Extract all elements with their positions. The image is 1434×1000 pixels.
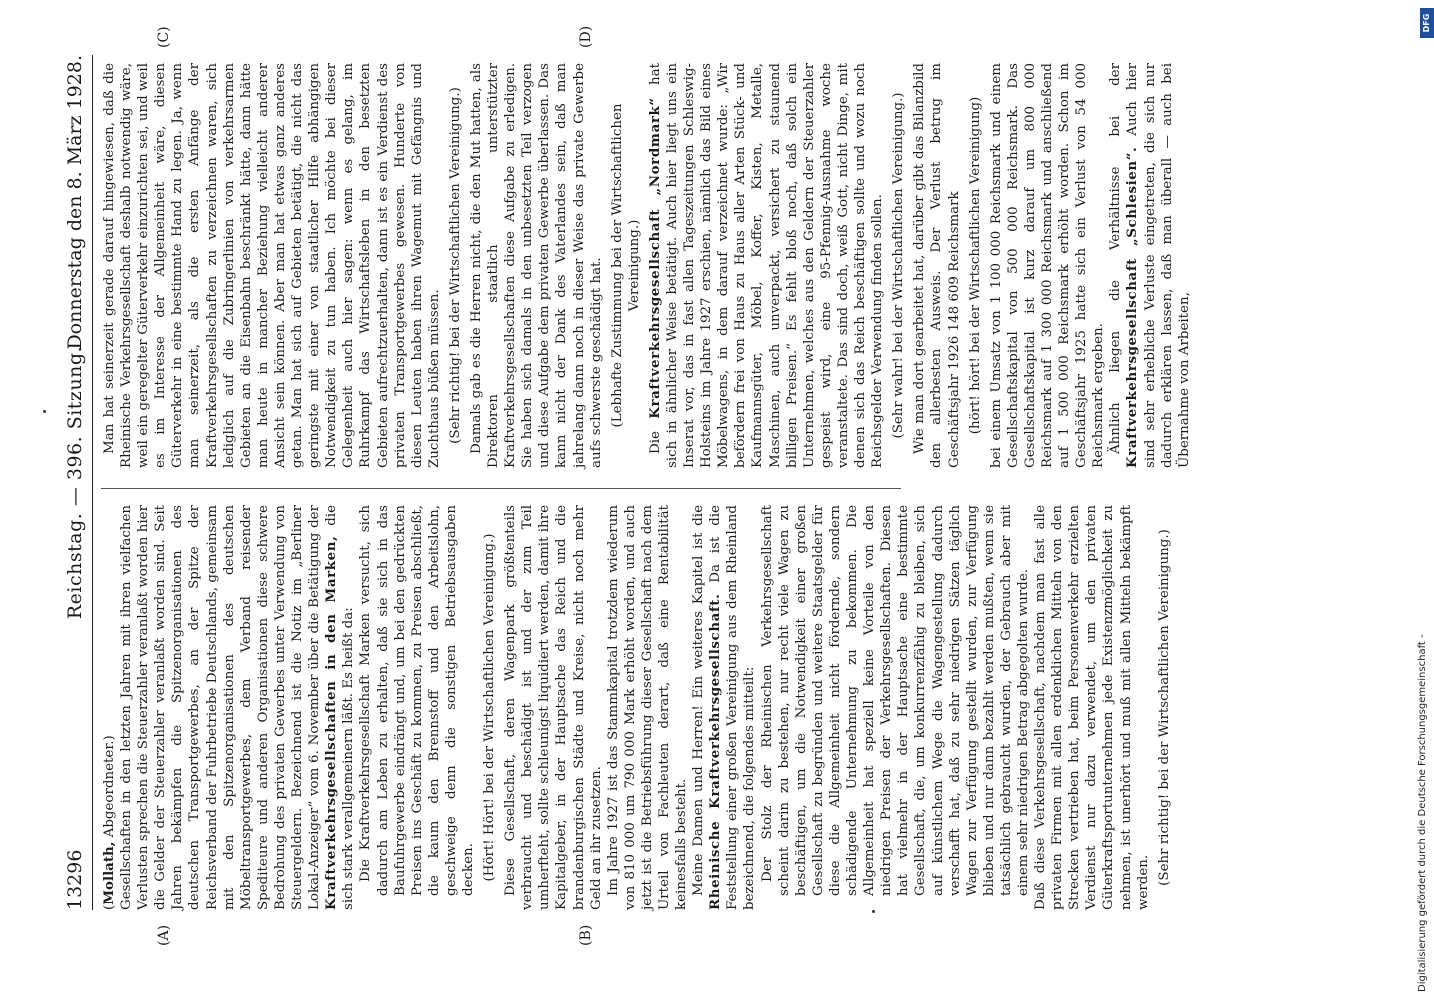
right-paragraph-3 bbox=[647, 63, 886, 468]
right-paragraph-1: Man hat seinerzeit gerade darauf hingewiesen, daß die Rheinische Verkehrsgesellschaft deshalb notwendig wäre, weil ein geregelter Güterverkehr einzurichten sei, und weil es im Interesse der Allgemeinheit wäre, diesen Güterverkehr in eine bestimmte Hand zu legen. Ja, wenn man seinerzeit, als die ersten Anfänge der Kraftverkehrsgesellschaften zu verzeichnen waren, sich lediglich auf die Zubringerlinien von verkehrsarmen Gebieten an die Eisenbahn beschränkt hätte, dann hätte man heute in mancher Beziehung vielleicht anderer Ansicht sein können. Aber man hat etwas ganz anderes getan. Man hat sich auf Gebieten betätigt, die nicht das geringste mit einer von staatlicher Hilfe abhängigen Notwendigkeit zu tun haben. Ich möchte bei dieser Gelegenheit auch hier sagen: wenn es gelang, im Ruhrkampf das Wirtschaftsleben in den besetzten Gebieten aufrechtzuerhalten, dann ist es ein Verdienst des privaten Transportgewerbes gewesen. Hunderte von diesen Leuten haben ihren Wagemut mit Gefängnis und Zuchthaus büßen müssen. bbox=[102, 63, 442, 468]
left-paragraph-1 bbox=[118, 505, 357, 910]
scan-speck bbox=[43, 410, 46, 413]
speaker-name: Mollath, bbox=[101, 841, 117, 905]
left-interjection-1: (Hört! Hört! bei der Wirtschaftlichen Vereinigung.) bbox=[482, 533, 498, 882]
column-divider bbox=[101, 488, 901, 489]
right-p3-end: hat sich in ähnlicher Weise betätigt. Auch hier liegt uns ein Inserat vor, das in fast allen Tageszeitungen Schleswig-Holsteins im Jahre 1927 erschien, nämlich das Bild eines Möbelwagens, in dem darauf verzeichnet wurde: „Wir befördern frei von Haus zu Haus aller Arten Stück- und Kaufmannsgüter, Möbel, Koffer, Kisten, Metalle, Maschinen, auch unverpackt, versichert zu staunend billigen Preisen.“ Es fehlt bloß noch, daß solch ein Unternehmen, welches aus den Geldern der Steuerzahler gespeist wird, eine 95-Pfennig-Ausnahme woche veranstaltete. Das sind doch, weiß Gott, nicht Dinge, mit denen sich das Reich beschäftigen sollte und wozu noch Reichsgelder Verwendung finden sollen. bbox=[647, 63, 886, 468]
right-column bbox=[101, 63, 1193, 468]
digitization-credit bbox=[1414, 6, 1432, 994]
right-paragraph-5: bei einem Umsatz von 1 100 000 Reichsmark und einem Gesellschaftskapital von 500 000 Reichsmark. Das Gesellschaftskapital ist kurz darauf um 800 000 Reichsmark auf 1 300 000 Reichsmark und anschließend auf 1 500 000 Reichsmark erhöht worden. Schon im Geschäftsjahr 1925 hatte sich ein Verlust von 54 000 Reichsmark ergeben. bbox=[988, 63, 1107, 468]
session-date: Donnerstag den 8. März 1928. bbox=[64, 55, 86, 350]
dfg-logo-text: DFG bbox=[1422, 13, 1431, 33]
left-quote-1: Die Kraftverkehrsgesellschaft Marken versucht, sich dadurch am Leben zu erhalten, daß sie sich in das Baufuhrgewerbe eindrängt und, um bei den gedrückten Preisen ins Geschäft zu kommen, zu Preisen abschließt, die kaum den Brennstoff und den Arbeitslohn, geschweige denn die sonstigen Betriebsausgaben decken. bbox=[358, 505, 476, 896]
right-p6-bold: Kraftverkehrsgesellschaft „Schlesien“. bbox=[1124, 146, 1141, 468]
right-p6-end: Auch hier sind sehr erhebliche Verluste eingetreten, die sich nur dadurch erklären lassen, daß man überall — auch bei Übernahme von Arbeiten, bbox=[1125, 63, 1192, 468]
speaker-role: Abgeordneter.) bbox=[102, 735, 117, 838]
session-title: Reichstag. — 396. Sitzung. bbox=[64, 345, 86, 620]
margin-letter-a: (A) bbox=[156, 924, 172, 946]
left-paragraph-2: Diese Gesellschaft, deren Wagenpark größtenteils verbraucht und beschädigt ist und der zum Teil umherfteht, sollte schleunigst liquidiert werden, damit ihre Kapitalgeber, in der Hauptsache das Reich und die brandenburgischen Städte und Kreise, nicht noch mehr Geld an ihr zusetzen. bbox=[503, 505, 604, 910]
speaker-line: (Mollath, Abgeordneter.) bbox=[101, 735, 117, 910]
left-p4-end: Da ist die Feststellung einer großen Vereinigung aus dem Rheinland bezeichnend, die folgendes mitteilt: bbox=[708, 505, 758, 910]
left-p1-end: die sich stark verallgemeinern läßt. Es heißt da: bbox=[324, 504, 357, 910]
right-interjection-4: (hört! hört! bei der Wirtschaftlichen Vereinigung) bbox=[967, 96, 983, 435]
right-interjection-2: (Lebhafte Zustimmung bei der Wirtschaftlichen Vereinigung.) bbox=[609, 103, 642, 428]
left-paragraph-5: Daß diese Verkehrsgesellschaft, nachdem man fast alle privaten Firmen mit allen erdenklichen Mitteln von den Strecken vertrieben hat, beim Personenverkehr erzielten Verdienst nur dazu verwendet, um den privaten Güterkraftsportunternehmen jede Existenzmöglichkeit zu nehmen, ist unerhört und muß mit allen Mitteln bekämpft werden. bbox=[1033, 505, 1151, 910]
running-header bbox=[58, 55, 93, 910]
right-p6-start: Ähnlich liegen die Verhältnisse bei der bbox=[1108, 63, 1124, 454]
page-number: 13296 bbox=[64, 849, 86, 910]
digitization-credit-text: Digitalisierung gefördert durch die Deutsche Forschungsgemeinschaft - bbox=[1417, 634, 1428, 992]
left-quote-2: Der Stolz der Rheinischen Verkehrsgesellschaft scheint darin zu bestehen, nur recht viele Wagen zu beschäftigen, um die Notwendigkeit einer großen Gesellschaft zu begründen und weitere Staatsgelder für diese die Allgemeinheit nicht fördernde, sondern schädigende Unternehmung zu bekommen. Die Allgemeinheit hat speziell keine Vorteile von den niedrigen Preisen der Verkehrsgesellschaften. Diesen hat vielmehr in der Hauptsache eine bestimmte Gesellschaft, die, um konkurrenzfähig zu bleiben, sich auf künstlichem Wege die Wagengestellung dadurch verschafft hat, daß zu sehr niedrigen Sätzen täglich Wagen zur Verfügung gestellt wurden, zur Verfügung blieben und nur dann bezahlt werden mußten, wenn sie tatsächlich gebraucht wurden, der Gebrauch aber mit einem sehr niedrigen Betrag abgegolten wurde. bbox=[759, 505, 1031, 896]
left-p1-text: Gesellschaften in den letzten Jahren mit ihren vielfachen Verlusten sprechen die Steuerzahler veranlaßt worden hier die Gelder der Steuerzahler veranlaßt worden sind. Seit Jahren bekämpfen die Spitzenorganisationen des deutschen Transportgewerbes, an der Spitze der Reichsverband der Fuhrbetriebe Deutschlands, gemeinsam mit den Spitzenorganisationen des deutschen Möbeltransportgewerbes, dem Verband reisender Spediteure und anderen Organisationen diese schwere Bedrohung des privaten Gewerbes unter Verwendung von Steuergeldern. Bezeichnend ist die Notiz im „Berliner Lokal-Anzeiger“ vom 6. November über die Betätigung der bbox=[119, 505, 323, 910]
dfg-logo bbox=[1420, 8, 1434, 38]
right-paragraph-4: Wie man dort gearbeitet hat, darüber gibt das Bilanzbild den allerbesten Ausweis. Der Verlust betrug im Geschäftsjahr 1926 148 609 Reichsmark bbox=[912, 63, 962, 468]
margin-letter-b: (B) bbox=[578, 924, 594, 946]
right-interjection-3: (Sehr wahr! bei der Wirtschaftlichen Vereinigung.) bbox=[891, 92, 907, 439]
left-p4-start: Meine Damen und Herren! Ein weiteres Kapitel ist die bbox=[691, 505, 707, 896]
right-interjection-1: (Sehr richtig! bei der Wirtschaftlichen Vereinigung.) bbox=[447, 87, 463, 444]
left-interjection-2: (Sehr richtig! bei der Wirtschaftlichen Vereinigung.) bbox=[1156, 529, 1172, 886]
scan-speck bbox=[872, 910, 875, 913]
left-p1-bold: Kraftverkehrsgesellschaften in den Marken, bbox=[323, 535, 340, 910]
left-p4-bold: Rheinische Kraftverkehrsgesellschaft. bbox=[707, 593, 724, 910]
right-paragraph-2: Damals gab es die Herren nicht, die den Mut hatten, als Direktoren staatlich unterstützter Kraftverkehrsgesellschaften diese Aufgabe zu erledigen. Sie haben sich damals in den unbesetzten Teil verzogen und diese Aufgabe dem privaten Gewerbe überlassen. Das kann nicht der Dank des Vaterlandes sein, daß man jahrelang dann noch in dieser Weise das private Gewerbe aufs schwerste geschädigt hat. bbox=[468, 63, 604, 468]
right-p3-bold: Kraftverkehrsgesellschaft „Nordmark“ bbox=[646, 97, 663, 419]
left-paragraph-3: Im Jahre 1927 ist das Stammkapital trotzdem wiederum von 810 000 um 790 000 Mark erhöht worden, und auch jetzt ist die Betriebsführung dieser Gesellschaft nach dem Urteil von Fachleuten derart, daß eine Rentabilität keinesfalls besteht. bbox=[605, 505, 690, 910]
margin-letter-c: (C) bbox=[156, 26, 172, 48]
page-content bbox=[58, 25, 1192, 946]
margin-letter-d: (D) bbox=[578, 25, 594, 48]
left-column bbox=[101, 505, 1177, 910]
right-p3-start: Die bbox=[647, 431, 663, 454]
right-paragraph-6 bbox=[1107, 63, 1192, 468]
left-paragraph-4 bbox=[690, 505, 758, 910]
